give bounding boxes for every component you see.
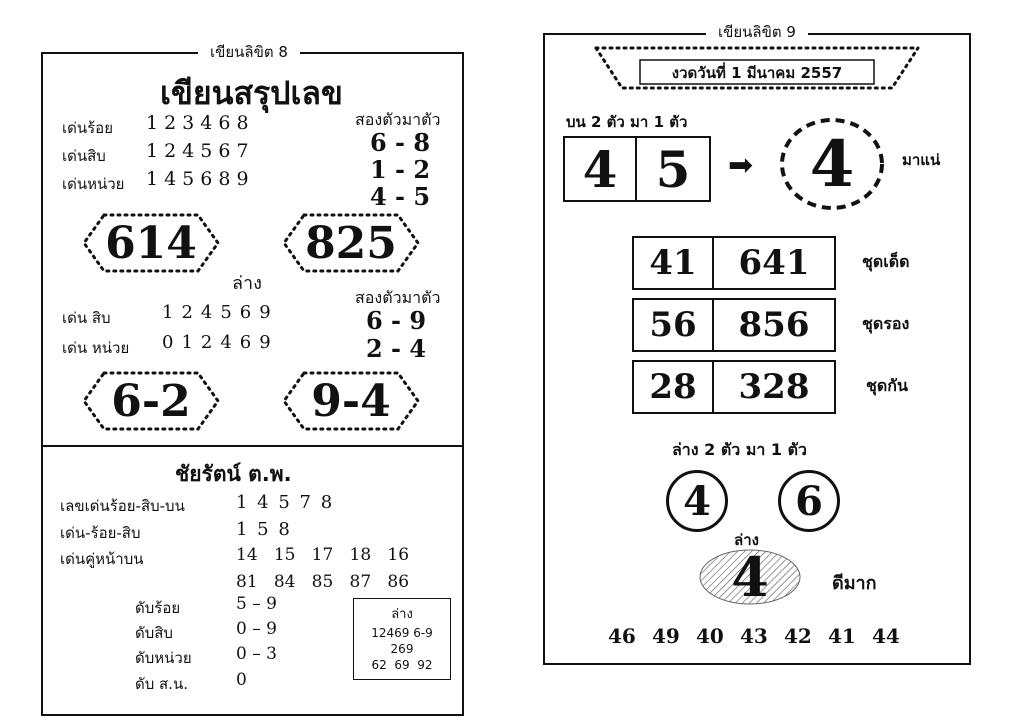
row-digits: 012469 xyxy=(162,332,279,353)
box-title: ล่าง xyxy=(391,607,413,622)
tail-number: 44 xyxy=(872,624,900,648)
lower-label: ล่าง xyxy=(232,273,262,294)
section2-value: 1 5 8 xyxy=(236,519,292,540)
tail-number: 49 xyxy=(652,624,680,648)
pair-title-1: สองตัวมาตัว xyxy=(355,110,441,129)
set-box xyxy=(632,236,836,290)
main-digit: 4 xyxy=(809,126,855,202)
tail-number: 40 xyxy=(696,624,724,648)
lower-summary-box xyxy=(353,598,451,680)
hex-number: 9-4 xyxy=(311,375,391,427)
section2-value: 1 4 5 7 8 xyxy=(236,492,335,513)
set-three: 328 xyxy=(738,367,810,407)
top-label: บน 2 ตัว มา 1 ตัว xyxy=(566,113,688,131)
bottom-sub-label: ล่าง xyxy=(734,531,759,549)
pair-value: 6 - 8 xyxy=(370,128,431,157)
tail-number: 42 xyxy=(784,624,812,648)
row-label: เด่นหน่วย xyxy=(62,175,125,193)
left-page-header: เขียนลิขิต 8 xyxy=(198,40,300,64)
tail-number: 43 xyxy=(740,624,768,648)
set-box xyxy=(632,360,836,414)
set-three: 641 xyxy=(738,243,810,283)
section2-value: 14 15 17 18 16 xyxy=(236,545,410,565)
bottom-main-digit: 4 xyxy=(731,545,769,609)
set-label: ชุดรอง xyxy=(862,314,910,333)
row-digits: 145689 xyxy=(146,168,255,190)
row-label: เด่นสิบ xyxy=(62,147,106,165)
pair-value: 4 - 5 xyxy=(370,182,431,211)
top-digit: 4 xyxy=(565,138,637,200)
set-two: 28 xyxy=(634,362,714,412)
tail-numbers xyxy=(608,624,908,652)
date-banner-text: งวดวันที่ 1 มีนาคม 2557 xyxy=(671,64,843,82)
bottom-label: ล่าง 2 ตัว มา 1 ตัว xyxy=(672,440,807,459)
box-line: 12469 6-9 xyxy=(371,626,433,640)
bottom-digit-circle: 6 xyxy=(778,470,840,532)
pair-title-2: สองตัวมาตัว xyxy=(355,288,441,307)
bottom-main-badge xyxy=(698,545,802,609)
arrow-icon: ➡ xyxy=(728,148,754,183)
top-digits-box xyxy=(563,136,711,202)
left-page-title: เขียนสรุปเลข xyxy=(160,74,343,112)
row-label: เด่น สิบ xyxy=(62,309,111,327)
section2-label: เลขเด่นร้อย-สิบ-บน xyxy=(60,497,185,515)
set-two: 56 xyxy=(634,300,714,350)
pair-value: 1 - 2 xyxy=(370,155,431,184)
row-label: เด่นร้อย xyxy=(62,119,113,137)
bottom-main-note: ดีมาก xyxy=(832,573,877,594)
row-digits: 124567 xyxy=(146,140,255,162)
set-two: 41 xyxy=(634,238,714,288)
section2-label: เด่น-ร้อย-สิบ xyxy=(60,524,141,542)
pair-value: 2 - 4 xyxy=(366,334,427,363)
row-label: เด่น หน่วย xyxy=(62,339,130,357)
tail-number: 46 xyxy=(608,624,636,648)
right-page-header: เขียนลิขิต 9 xyxy=(706,20,808,44)
box-line: 62 69 92 xyxy=(371,658,433,672)
hex-number: 825 xyxy=(305,217,397,269)
section-divider xyxy=(41,445,462,447)
pair-value: 6 - 9 xyxy=(366,306,427,335)
main-digit-circle xyxy=(778,116,886,212)
sub-value: 0 – 9 xyxy=(236,619,277,639)
sub-label: ดับร้อย xyxy=(135,599,181,617)
top-digit: 5 xyxy=(655,139,691,199)
sub-value: 5 – 9 xyxy=(236,594,277,614)
date-banner xyxy=(592,44,922,92)
set-label: ชุดกัน xyxy=(866,376,908,395)
sub-value: 0 – 3 xyxy=(236,644,277,664)
section2-value: 81 84 85 87 86 xyxy=(236,572,410,592)
hex-number: 6-2 xyxy=(111,375,191,427)
main-note: มาแน่ xyxy=(902,151,941,169)
box-line: 269 xyxy=(390,642,414,656)
set-box xyxy=(632,298,836,352)
set-label: ชุดเด็ด xyxy=(862,252,910,271)
sub-label: ดับหน่วย xyxy=(135,649,192,667)
sub-label: ดับ ส.น. xyxy=(135,675,188,693)
hex-number-badge xyxy=(282,212,420,274)
bottom-digit-circle: 4 xyxy=(666,470,728,532)
tail-number: 41 xyxy=(828,624,856,648)
row-digits: 123468 xyxy=(146,112,255,134)
section2-title: ชัยรัตน์ ต.พ. xyxy=(175,462,292,486)
hex-number-badge xyxy=(82,212,220,274)
hex-number-badge xyxy=(282,370,420,432)
section2-label: เด่นคู่หน้าบน xyxy=(60,550,144,568)
hex-number: 614 xyxy=(105,217,197,269)
hex-number-badge xyxy=(82,370,220,432)
row-digits: 124569 xyxy=(162,302,279,323)
sub-label: ดับสิบ xyxy=(135,624,173,642)
sub-value: 0 xyxy=(236,670,247,690)
set-three: 856 xyxy=(738,305,810,345)
